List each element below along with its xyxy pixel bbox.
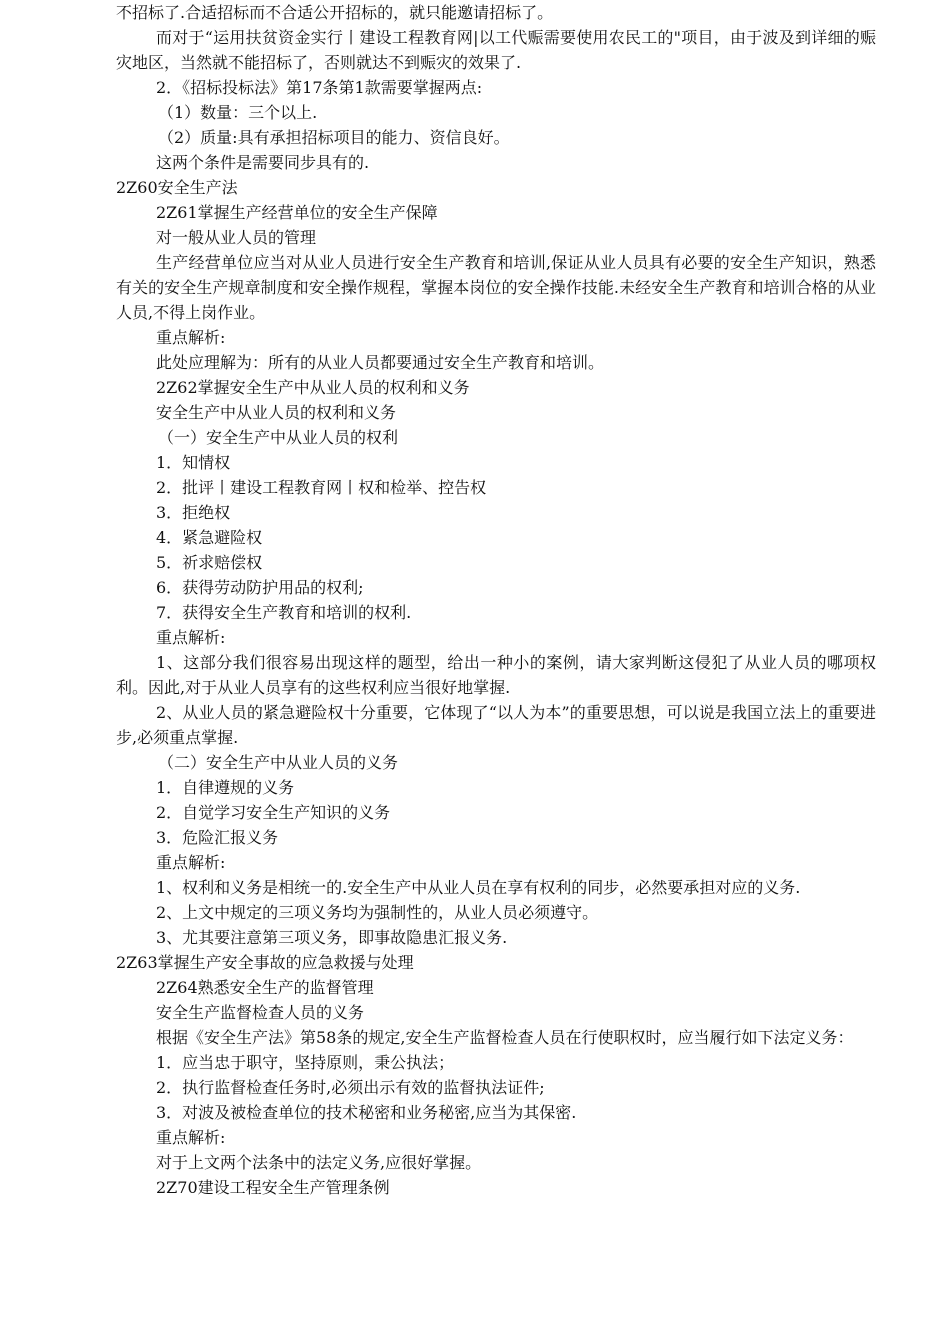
document-paragraph: 3．危险汇报义务 bbox=[156, 828, 279, 847]
document-paragraph: 1．知情权 bbox=[156, 453, 231, 472]
document-paragraph: 2Z63掌握生产安全事故的应急救援与处理 bbox=[116, 953, 414, 972]
document-paragraph: 2．自觉学习安全生产知识的义务 bbox=[156, 803, 391, 822]
document-paragraph: 根据《安全生产法》第58条的规定,安全生产监督检查人员在行使职权时，应当履行如下法定义务： bbox=[156, 1028, 854, 1047]
document-paragraph: 6．获得劳动防护用品的权利; bbox=[156, 578, 364, 597]
document-paragraph: 不招标了.合适招标而不合适公开招标的，就只能邀请招标了。 bbox=[116, 3, 554, 22]
document-paragraph: （二）安全生产中从业人员的义务 bbox=[158, 753, 399, 772]
document-paragraph: 安全生产中从业人员的权利和义务 bbox=[156, 403, 397, 422]
document-paragraph: 2、上文中规定的三项义务均为强制性的，从业人员必须遵守。 bbox=[156, 903, 599, 922]
document-paragraph: 2、从业人员的紧急避险权十分重要，它体现了“以人为本”的重要思想，可以说是我国立法上的重要进步,必须重点掌握. bbox=[116, 703, 876, 747]
document-body bbox=[116, 0, 876, 1200]
document-paragraph: 2Z60安全生产法 bbox=[116, 178, 238, 197]
document-paragraph: 2Z70建设工程安全生产管理条例 bbox=[156, 1178, 390, 1197]
document-paragraph: 重点解析: bbox=[156, 328, 226, 347]
document-paragraph: 此处应理解为：所有的从业人员都要通过安全生产教育和培训。 bbox=[156, 353, 605, 372]
document-paragraph: 重点解析: bbox=[156, 1128, 226, 1147]
document-paragraph: 安全生产监督检查人员的义务 bbox=[156, 1003, 365, 1022]
document-paragraph: 而对于“运用扶贫资金实行丨建设工程教育网|以工代赈需要使用农民工的"项目，由于波及到详细的赈灾地区，当然就不能招标了，否则就达不到赈灾的效果了. bbox=[116, 28, 876, 72]
document-paragraph: 重点解析: bbox=[156, 853, 226, 872]
document-paragraph: 1．自律遵规的义务 bbox=[156, 778, 295, 797]
document-paragraph: 2．执行监督检查任务时,必须出示有效的监督执法证件; bbox=[156, 1078, 545, 1097]
document-paragraph: 1、这部分我们很容易出现这样的题型，给出一种小的案例，请大家判断这侵犯了从业人员的哪项权利。因此,对于从业人员享有的这些权利应当很好地掌握. bbox=[116, 653, 876, 697]
document-paragraph: 2．《招标投标法》第17条第1款需要掌握两点: bbox=[156, 78, 483, 97]
document-paragraph: 2Z61掌握生产经营单位的安全生产保障 bbox=[156, 203, 438, 222]
document-paragraph: 2Z64熟悉安全生产的监督管理 bbox=[156, 978, 374, 997]
document-paragraph: （1）数量：三个以上. bbox=[158, 103, 318, 122]
document-paragraph: 5．祈求赔偿权 bbox=[156, 553, 263, 572]
document-paragraph: （一）安全生产中从业人员的权利 bbox=[158, 428, 399, 447]
document-paragraph: 4．紧急避险权 bbox=[156, 528, 263, 547]
document-paragraph: 生产经营单位应当对从业人员进行安全生产教育和培训,保证从业人员具有必要的安全生产知识，熟悉有关的安全生产规章制度和安全操作规程，掌握本岗位的安全操作技能.未经安全生产教育和培训合格的从业人员,不得上岗作业。 bbox=[116, 253, 876, 322]
document-paragraph: 对于上文两个法条中的法定义务,应很好掌握。 bbox=[156, 1153, 482, 1172]
document-paragraph: （2）质量:具有承担招标项目的能力、资信良好。 bbox=[158, 128, 510, 147]
document-paragraph: 2．批评丨建设工程教育网丨权和检举、控告权 bbox=[156, 478, 487, 497]
document-paragraph: 3．拒绝权 bbox=[156, 503, 231, 522]
document-paragraph: 7．获得安全生产教育和培训的权利. bbox=[156, 603, 412, 622]
document-paragraph: 2Z62掌握安全生产中从业人员的权利和义务 bbox=[156, 378, 470, 397]
document-paragraph: 3．对波及被检查单位的技术秘密和业务秘密,应当为其保密. bbox=[156, 1103, 577, 1122]
document-paragraph: 3、尤其要注意第三项义务，即事故隐患汇报义务. bbox=[156, 928, 508, 947]
document-paragraph: 对一般从业人员的管理 bbox=[156, 228, 317, 247]
document-paragraph: 1．应当忠于职守，坚持原则，秉公执法； bbox=[156, 1053, 455, 1072]
document-paragraph: 1、权利和义务是相统一的.安全生产中从业人员在享有权利的同步，必然要承担对应的义务. bbox=[156, 878, 801, 897]
document-paragraph: 这两个条件是需要同步具有的. bbox=[156, 153, 370, 172]
document-paragraph: 重点解析: bbox=[156, 628, 226, 647]
